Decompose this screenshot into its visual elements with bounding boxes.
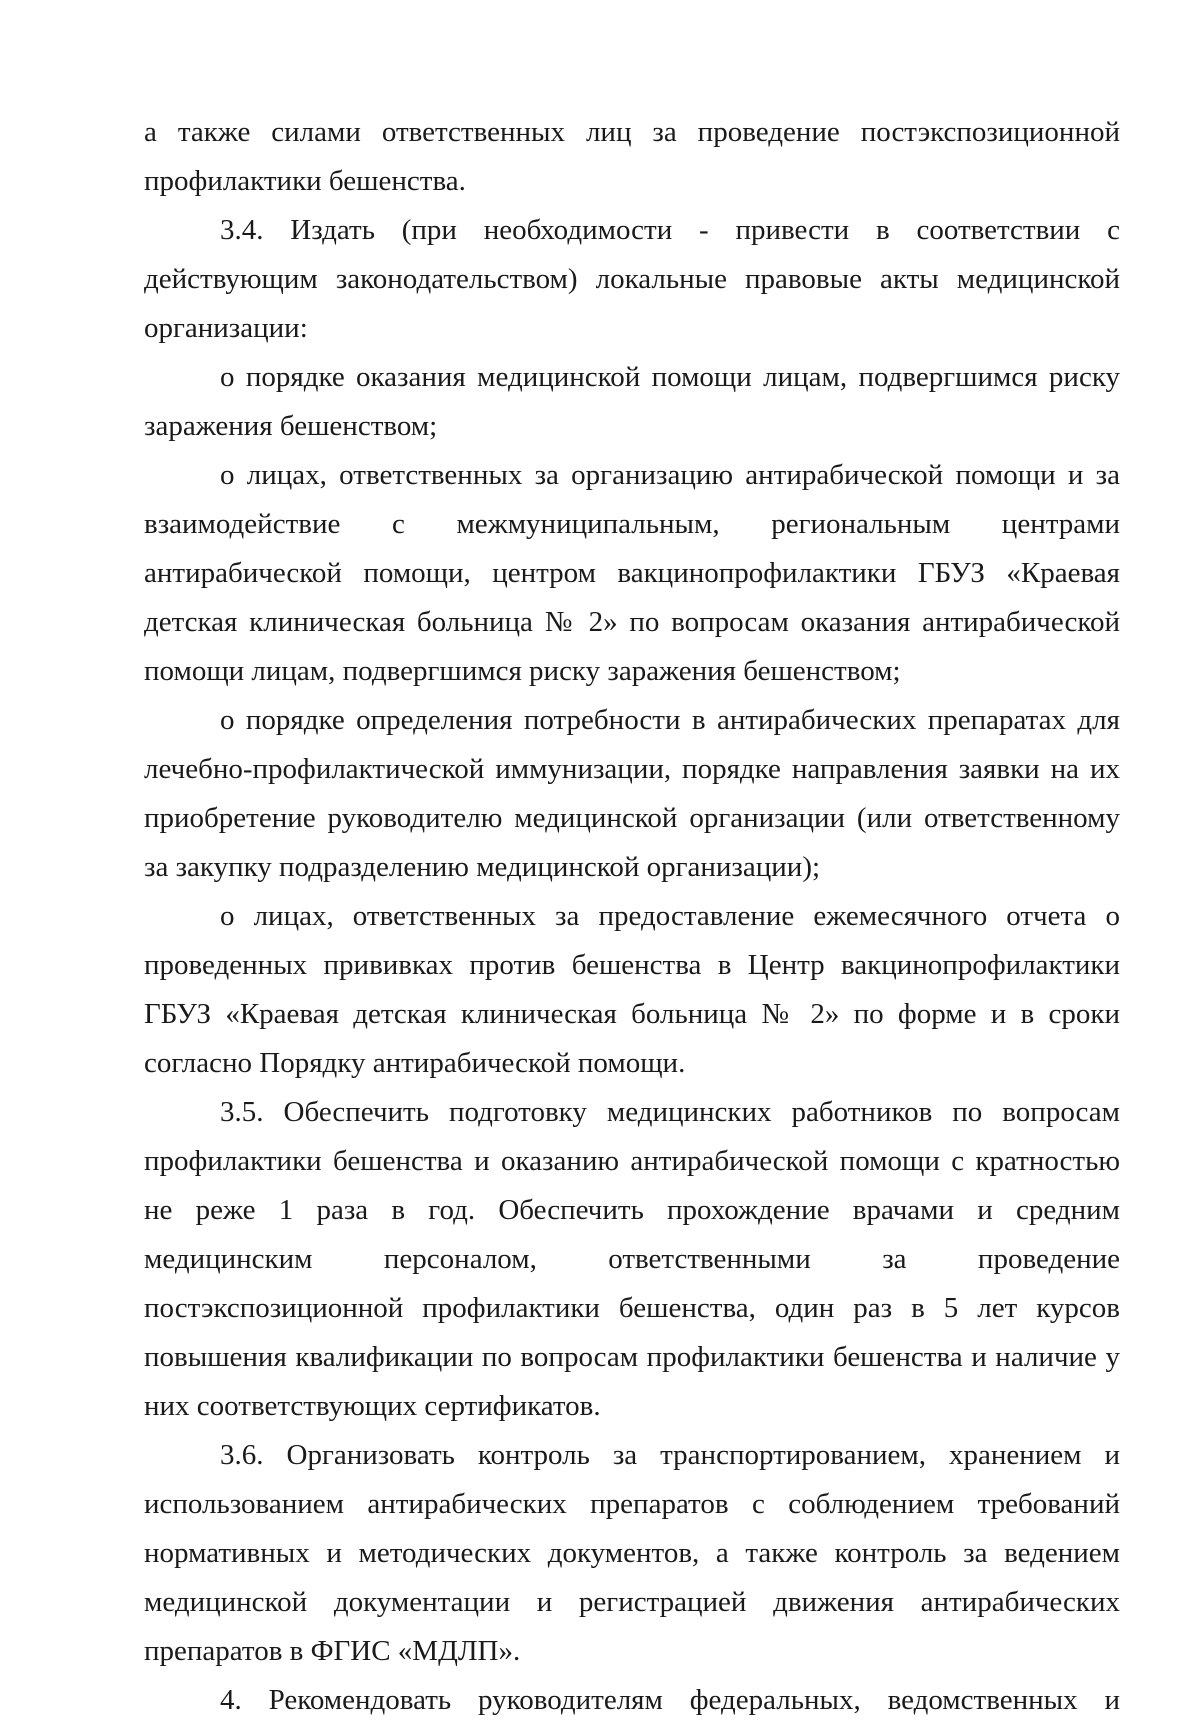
document-body — [144, 108, 1120, 1725]
paragraph-3-4: 3.4. Издать (при необходимости - привести в соответствии с действующим законодательством) локальные правовые акты медицинской организации: — [144, 214, 1120, 344]
paragraph-continuation: а также силами ответственных лиц за проведение постэкспозиционной профилактики бешенства. — [144, 116, 1120, 197]
paragraph-item-monthly-report: о лицах, ответственных за предоставление ежемесячного отчета о проведенных прививках против бешенства в Центр вакцинопрофилактики ГБУЗ «Краевая детская клиническая больница № 2» по форме и в сроки согласно Порядку антирабической помощи. — [144, 900, 1120, 1079]
paragraph-item-medical-care: о порядке оказания медицинской помощи лицам, подвергшимся риску заражения бешенством; — [144, 361, 1120, 442]
paragraph-item-needs-assessment: о порядке определения потребности в антирабических препаратах для лечебно-профилактической иммунизации, порядке направления заявки на их приобретение руководителю медицинской организации (или ответственному за закупку подразделению медицинской организации); — [144, 704, 1120, 883]
paragraph-4: 4. Рекомендовать руководителям федеральных, ведомственных и — [220, 1684, 1120, 1716]
paragraph-3-5: 3.5. Обеспечить подготовку медицинских работников по вопросам профилактики бешенства и оказанию антирабической помощи с кратностью не реже 1 раза в год. Обеспечить прохождение врачами и средним медицинским персоналом, ответственными за проведение постэкспозиционной профилактики бешенства, один раз в 5 лет курсов повышения квалификации по вопросам профилактики бешенства и наличие у них соответствующих сертификатов. — [144, 1096, 1120, 1422]
paragraph-item-responsible-persons: о лицах, ответственных за организацию антирабической помощи и за взаимодействие с межмуниципальным, региональным центрами антирабической помощи, центром вакцинопрофилактики ГБУЗ «Краевая детская клиническая больница № 2» по вопросам оказания антирабической помощи лицам, подвергшимся риску заражения бешенством; — [144, 459, 1120, 687]
paragraph-3-6: 3.6. Организовать контроль за транспортированием, хранением и использованием антирабических препаратов с соблюдением требований нормативных и методических документов, а также контроль за ведением медицинской документации и регистрацией движения антирабических препаратов в ФГИС «МДЛП». — [144, 1439, 1120, 1667]
